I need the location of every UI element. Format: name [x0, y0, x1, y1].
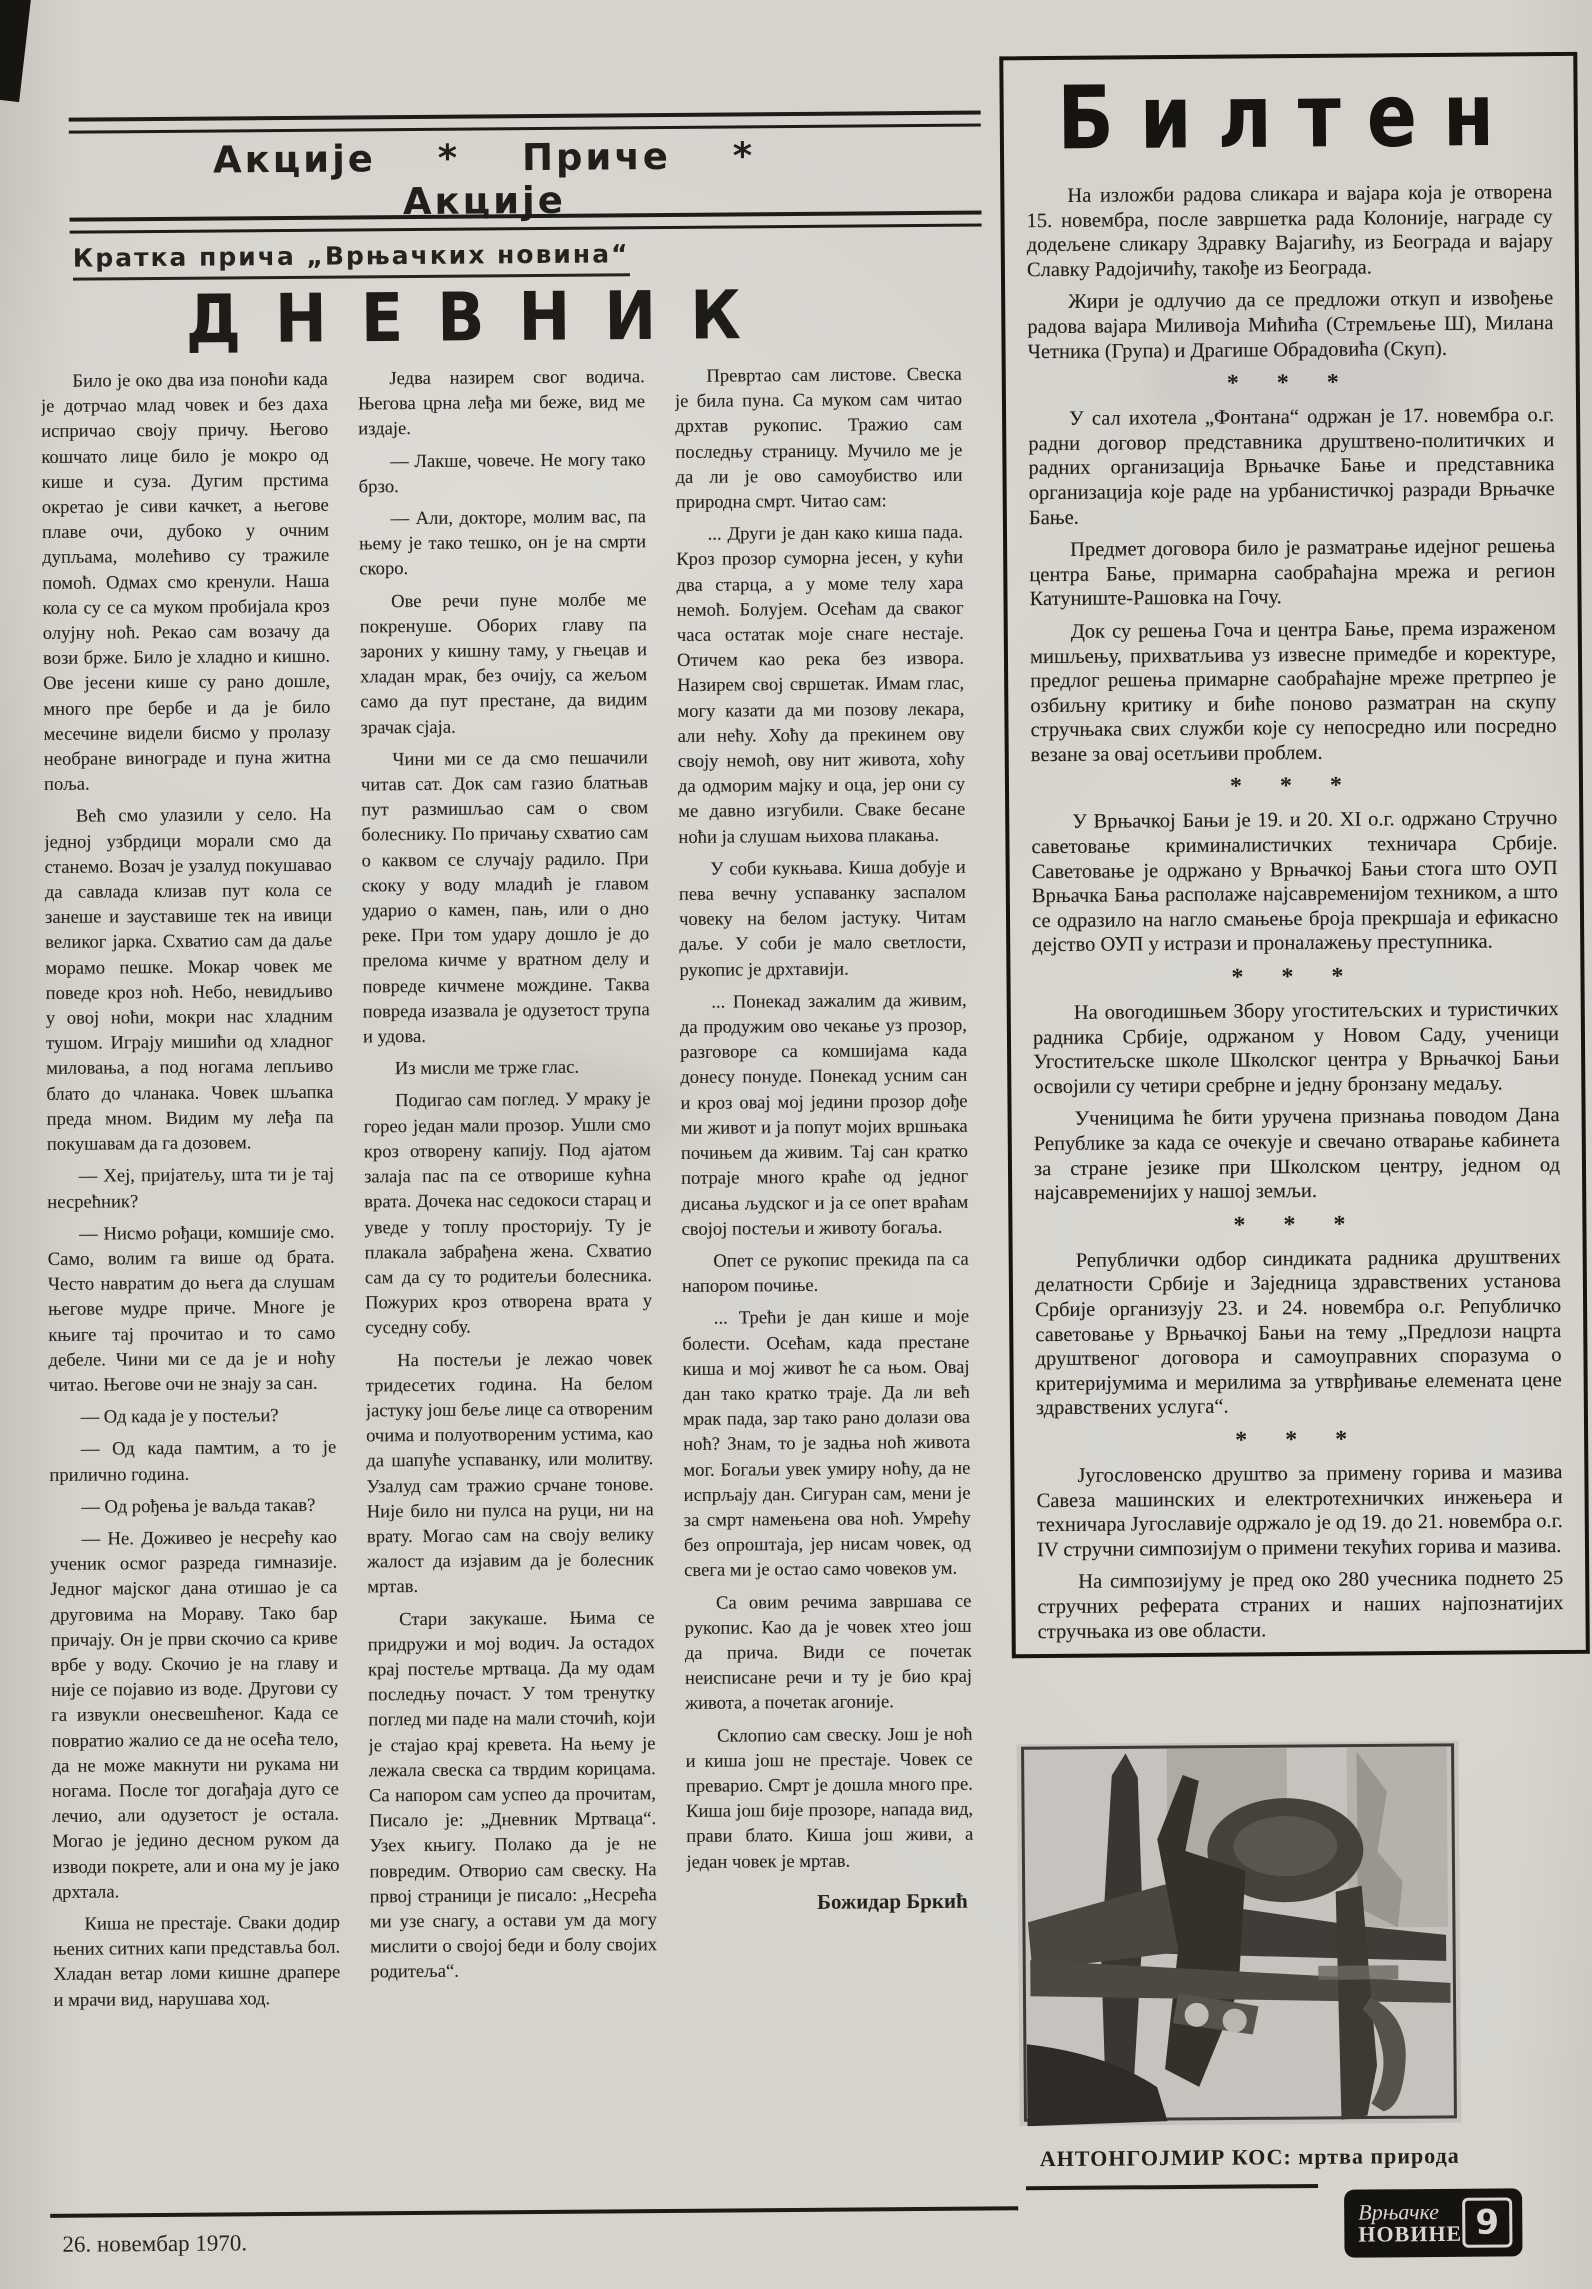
masthead-badge — [1346, 2190, 1520, 2255]
bulletin-separator: * * * — [1233, 1211, 1362, 1239]
story-paragraph: Већ смо улазили у село. На једној узбрдици морали смо да станемо. Возач је узалуд покушавао да савлада клизав пут кола се занеше и зауставише тек на ивици великог јарка. Схватио сам да даље морамо пешке. Мокар човек ме поведе кроз ноћ. Небо, невидљиво у овој ноћи, мокри нас хладним тушом. Играју мишићи од хладног миловања, а под ногама лепљиво блато до чланака. Човек шљапка преда мном. Видим му леђа па покушавам да га дозовем. — [44, 804, 334, 1155]
section-label: Акције * Приче * Акције — [212, 134, 756, 224]
bulletin-paragraph: Републички одбор синдиката радника друштвених делатности Србије и Заједница здравствених установа Србије организују 23. и 24. новембра о.г. Републичко саветовање у Врњачкој Бањи на тему „Предлози нацрта друштвеног договора и самоуправних споразума о критеријумима и мерилима за утврђивање елемената цене здравствених услуга“. — [1034, 1245, 1562, 1420]
bulletin-paragraph: Предмет договора било је разматрање идејног решења центра Бање, примарна саобраћајна мрежа и регион Катуниште-Рашовка на Гочу. — [1029, 535, 1556, 611]
bulletin-paragraph: Југословенско друштво за примену горива и мазива Савеза машинских и електротехничких инжењера и техничара Југославије одржало је од 19. до 21. новембра о.г. IV стручни симпозијум о примени текућих горива и мазива. — [1036, 1460, 1563, 1561]
story-author: Божидар Бркић — [816, 1888, 968, 1914]
story-paragraph: Подигао сам поглед. У мраку је горео један мали прозор. Ушли смо кроз отворену капију. Под ајатом залаја пас па се отворише кућна врата. Дочека нас седокоси старац и уведе у топлу просторију. Ту је плакала забрађена жена. Схватио сам да су то родитељи болесника. Пожурих кроз отворена врата у суседну собу. — [363, 1088, 653, 1339]
story-paragraph: ... Други је дан како киша пада. Кроз прозор суморна јесен, у кући два старца, а у моме телу хара немоћ. Болујем. Осећам да сваког часа остатак моје снаге нестаје. Отичем као река без извора. Назирем свој свршетак. Имам глас, могу казати да ми позову лекара, али нећу. Хоћу да прекинем ову своју немоћ, ову нит живота, хоћу да одморим мајку и оца, јер они су ме давно изгубили. Сваке бесане ноћи ја слушам њихова плакања. — [676, 521, 966, 848]
story-paragraph: ... Трећи је дан кише и моје болести. Осећам, када престане киша и мој живот ће са њом. Овај дан тако кратко траје. Да ли већ мрак пада, зар тако рано долази ова ноћ? Знам, то је задња ноћ живота мог. Богаљи увек умиру ноћу, да не испрљају дан. Сигуран сам, мени је за смрт намењена ова ноћ. Умрећу без опроштаја, јер нисам човек, од свега ми је остао само човеков ум. — [682, 1305, 972, 1582]
story-paragraph: — Нисмо рођаци, комшије смо. Само, волим га више од брата. Често навратим до њега да слушам његове мудре приче. Многе је књиге тај прочитао и то само дебеле. Чини ми се да је и ноћу читао. Његове очи не знају за сан. — [47, 1221, 336, 1396]
still-life-painting-image — [1017, 1741, 1462, 2126]
bulletin-separator: * * * — [1229, 773, 1359, 801]
story-paragraph: — Лакше, човече. Не могу тако брзо. — [358, 448, 646, 498]
header-rule-top — [69, 111, 981, 134]
story-title: ДНЕВНИК — [185, 275, 776, 359]
bulletin-separator: * * * — [1231, 963, 1360, 991]
bulletin-paragraph: У Врњачкој Бањи је 19. и 20. XI о.г. одржано Стручно саветовање криминалистичких техничара Србије. Саветовање је одржано у Врњачкој Бањи стога што ОУП Врњачка Бања располаже најсавременијом техником, а што се одразило на нагло смањење броја прекршаја и ефикасно дејство ОУП у истрази и проналажењу преступника. — [1031, 807, 1559, 957]
bulletin-separator: * * * — [1226, 369, 1355, 397]
story-paragraph: Стари закукаше. Њима се придружи и мој водич. Ја остадох крај постеље мртваца. Да му одам последњу почаст. У том тренутку поглед ми паде на мали сточић, који је стајао крај кревета. На њему је лежала свеска са тврдим корицама. Са напором сам успео да прочитам, Писало је: „Дневник Мртваца“. Узех књигу. Полако да је не повредим. Отворио сам свеску. На првој страници је писало: „Несрећа ми узе снагу, а остави ум да могу мислити о својој беди и болу својих родитеља“. — [367, 1606, 658, 1983]
story-paragraph: На постељи је лежао човек тридесетих година. На белом јастуку још беље лице са отвореним очима и полуотвореним устима, као да шапуће успаванку, или молитву. Узалуд сам тражио срчане тонове. Није било ни пулса на руци, ни на врату. Могао сам на своју велику жалост да изјавим да је болесник мртав. — [365, 1347, 655, 1598]
story-paragraph: Превртао сам листове. Свеска је била пуна. Са муком сам читао дрхтав рукопис. Тражио сам последњу страницу. Мучило ме је да ли је ово самоубиство или природна смрт. Читао сам: — [674, 363, 963, 513]
story-kicker: Кратка прича „Врњачких новина“ — [73, 239, 630, 280]
page-number: 9 — [1462, 2197, 1512, 2247]
bulletin-separator: * * * — [1235, 1426, 1364, 1454]
bulletin-paragraph: Док су решења Гоча и центра Бање, према израженом мишљењу, прихватљива уз извесне примедбе и коректуре, предлог решења примарне саобраћајне мреже претрпео је озбиљну критику и биће поново разматран на скупу стручњака свих служби које су непосредно или посредно везане за овај осетљиви проблем. — [1029, 616, 1557, 767]
story-paragraph: Једва назирем свог водича. Његова црна леђа ми беже, вид ме издаје. — [357, 366, 646, 440]
bulletin-paragraph: Ученицима ће бити уручена признања поводом Дана Републике за када се очекује и свечано отварање кабинета за стране језике при Школском центру, једном од најсавременијих у нашој земљи. — [1033, 1104, 1561, 1205]
scan-corner-artifact — [0, 0, 31, 102]
bulletin-paragraph: Жири је одлучио да се предложи откуп и извођење радова вајара Миливоја Мићића (Стремљење Ш), Милана Четника (Група) и Драгише Обрадовића (Скуп). — [1027, 287, 1554, 363]
story-columns — [41, 355, 977, 2210]
story-paragraph: У соби кукњава. Киша добује и пева вечну успаванку заспалом човеку на белом јастуку. Читам даље. У соби је мало светлости, рукопис је дрхтавији. — [678, 856, 967, 981]
story-paragraph: ... Понекад зажалим да живим, да продужим ово чекање уз прозор, разговоре са комшијама када донесу понуде. Понекад усним сан и кроз овај мој једини прозор дође ми живот и ја попут мојих вршњака почињем да живим. Тај сан кратко потраје много краће од једног дисања људског и ја се опет враћам својој постељи и животу богаља. — [679, 989, 969, 1240]
story-paragraph: Киша не престаје. Сваки додир њених ситних капи представља бол. Хладан ветар ломи кишне драпере и мрачи вид, нарушава ход. — [53, 1911, 341, 2011]
story-column-1 — [41, 360, 343, 2210]
story-paragraph: — Од када памтим, а то је прилично година. — [49, 1436, 337, 1486]
story-paragraph: — Од рођења је ваљда такав? — [81, 1494, 316, 1518]
masthead-line2: НОВИНЕ — [1358, 2220, 1463, 2247]
story-paragraph: — Хеј, пријатељу, шта ти је тај несрећник? — [47, 1163, 335, 1213]
story-paragraph: Било је око два иза поноћи када је дотрчао млад човек и без даха испричао своју причу. Његово кошчато лице било је мокро од кише и суза. Дугим прстима окретао је сиви качкет, а његове плаве очи, дубоко у очним дупљама, молећиво су тражиле помоћ. Одмах смо кренули. Наша кола су се са муком пробијала кроз олујну ноћ. Рекао сам возачу да вози брже. Било је хладно и кишно. Ове јесени кише су рано дошле, много пре бербе и да је било месечине видели бисмо у пролазу необране винограде и пуна житна поља. — [40, 368, 331, 796]
story-paragraph: Чини ми се да смо пешачили читав сат. Док сам газио блатњав пут размишљао сам о свом болеснику. По причању схватио сам о каквом се случају радило. При скоку у воду младић је главом ударио о камен, пањ, или о дно реке. При том удару дошло је до прелома кичме у вратном делу и повреде кичмене мождине. Таква повреда изазвала је одузетост трупа и удова. — [360, 747, 650, 1048]
story-paragraph: — Од када је у постељи? — [80, 1405, 279, 1428]
bulletin-paragraph: На изложби радова сликара и вајара која је отворена 15. новембра, после завршетка рада Колоније, награде су додељене сликару Здравку Вајагићу, из Београда и вајару Славку Радојичићу, такође из Београда. — [1026, 181, 1553, 281]
bulletin-paragraph: На симпозијуму је пред око 280 учесника поднето 25 стручних реферата страних и наших најпознатијих стручњака из ове области. — [1037, 1567, 1564, 1643]
story-paragraph: — Али, докторе, молим вас, па њему је тако тешко, он је на смрти скоро. — [358, 506, 647, 580]
story-paragraph: Опет се рукопис прекида па са напором почиње. — [681, 1248, 969, 1298]
bulletin-box — [999, 52, 1590, 1658]
story-column-3 — [675, 355, 977, 2205]
story-paragraph: Из мисли ме трже глас. — [394, 1056, 580, 1080]
story-paragraph: Склопио сам свеску. Још је ноћ и киша још не престаје. Човек се преварио. Смрт је дошла много пре. Киша још бије прозоре, напада вид, прави блато. Киша још живи, а један човек је мртав. — [685, 1723, 974, 1873]
story-paragraph: Са овим речима завршава се рукопис. Као да је човек хтео још да прича. Види се почетак неисписане речи и ту је био крај живота, а почетак агоније. — [684, 1590, 973, 1715]
story-column-2 — [358, 357, 660, 2207]
caption-rule — [1026, 2184, 1318, 2190]
painting-caption: АНТОНГОЈМИР КОС: мртва природа — [1039, 2142, 1460, 2172]
issue-date: 26. новембар 1970. — [62, 2230, 248, 2257]
bulletin-body — [1004, 158, 1586, 1645]
story-paragraph: — Не. Доживео је несрећу као ученик осмог разреда гимназије. Једног мајског дана отишао је са друговима на Мораву. Тако бар причају. Он је први скочио са криве врбе у воду. Скочио је на главу и није се појавио из воде. Другови су га извукли онесвешћеног. Када се повратио жалио се да не осећа тело, да не може макнути ни рукама ни ногама. После тог догађаја дуго се лечио, али одузетост је остала. Могао је једино десном руком да изводи покрете, али и она му је јако дрхтала. — [49, 1526, 340, 1903]
bulletin-paragraph: На овогодишњем Збору угоститељских и туристичких радника Србије, одржаном у Новом Саду, ученици Угоститељске школе Школског центра у Врњачкој Бањи освојили су четири сребрне и једну бронзану медаљу. — [1032, 998, 1560, 1098]
masthead-line1: Врњачке — [1358, 2198, 1440, 2225]
bulletin-paragraph: У сал ихотела „Фонтана“ одржан је 17. новембра о.г. радни договор представника друштвено-политичких и радних организација Врњачке Бање и представника организација које раде на урбанистичкој разради Врњачке Бање. — [1028, 404, 1555, 529]
masthead-name — [1346, 2198, 1463, 2247]
bulletin-title: Билтен — [1057, 64, 1521, 170]
story-paragraph: Ове речи пуне молбе ме покренуше. Оборих главу па зароних у кишну таму, у гњецав и хладан мрак, без очију, са жељом само да пут престане, да видим зрачак сјаја. — [359, 588, 648, 739]
